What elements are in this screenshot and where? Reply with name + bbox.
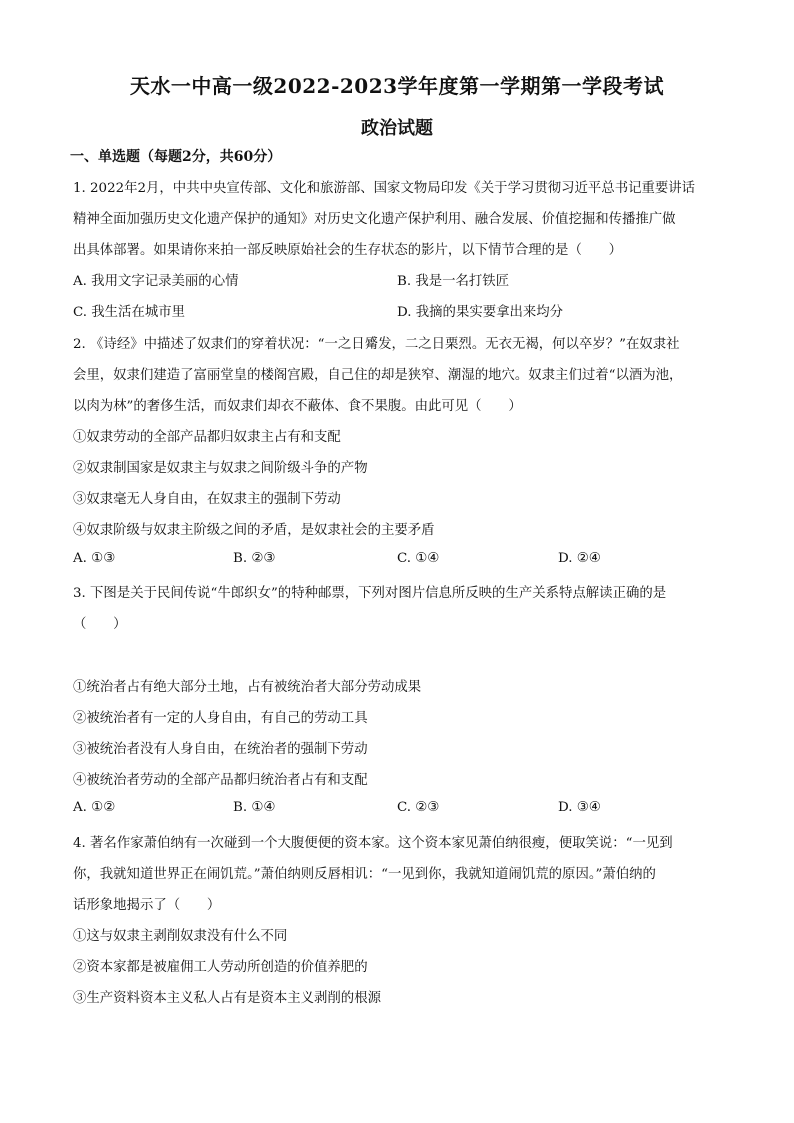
q3-option-c: C. ②③: [397, 800, 440, 815]
q2-item-4: ④奴隶阶级与奴隶主阶级之间的矛盾，是奴隶社会的主要矛盾: [73, 523, 435, 538]
q4-item-2: ②资本家都是被雇佣工人劳动所创造的价值养肥的: [73, 960, 368, 975]
q2-item-3: ③奴隶毫无人身自由，在奴隶主的强制下劳动: [73, 492, 341, 507]
q1-option-d: D. 我摘的果实要拿出来均分: [397, 305, 564, 320]
q1-option-a: A. 我用文字记录美丽的心情: [73, 274, 239, 289]
q2-line-2: 会里，奴隶们建造了富丽堂皇的楼阁宫殿，自己住的却是狭窄、潮湿的地穴。奴隶主们过着“以酒为池，: [73, 368, 683, 383]
q4-line-1: 4. 著名作家萧伯纳有一次碰到一个大腹便便的资本家。这个资本家见萧伯纳很瘦，便取笑说：“一见到: [73, 836, 673, 851]
q3-item-3: ③被统治者没有人身自由，在统治者的强制下劳动: [73, 742, 368, 757]
q2-item-2: ②奴隶制国家是奴隶主与奴隶之间阶级斗争的产物: [73, 461, 368, 476]
q2-option-d: D. ②④: [558, 551, 601, 566]
q1-line-2: 精神全面加强历史文化遗产保护的通知》对历史文化遗产保护利用、融合发展、价值挖掘和传播推广做: [73, 212, 676, 227]
q2-option-c: C. ①④: [397, 551, 440, 566]
q2-option-a: A. ①③: [73, 551, 116, 566]
q1-option-c: C. 我生活在城市里: [73, 305, 186, 320]
q1-line-1: 1. 2022年2月，中共中央宣传部、文化和旅游部、国家文物局印发《关于学习贯彻习近平总书记重要讲话: [73, 181, 696, 196]
q2-item-1: ①奴隶劳动的全部产品都归奴隶主占有和支配: [73, 430, 341, 445]
q4-item-1: ①这与奴隶主剥削奴隶没有什么不同: [73, 929, 288, 944]
q2-line-1: 2. 《诗经》中描述了奴隶们的穿着状况：“一之日觱发，二之日栗烈。无衣无褐，何以卒岁？”在奴隶社: [73, 337, 680, 352]
q3-option-d: D. ③④: [558, 800, 601, 815]
q3-line-2: （ ）: [73, 617, 127, 632]
q3-item-1: ①统治者占有绝大部分土地，占有被统治者大部分劳动成果: [73, 680, 422, 695]
q1-option-b: B. 我是一名打铁匠: [397, 274, 510, 289]
section-heading: 一、单选题（每题2分，共60分）: [70, 149, 282, 165]
q4-line-2: 你，我就知道世界正在闹饥荒。”萧伯纳则反唇相讥：“一见到你，我就知道闹饥荒的原因。”萧伯纳的: [73, 867, 656, 882]
exam-subtitle: 政治试题: [361, 118, 433, 139]
q3-item-4: ④被统治者劳动的全部产品都归统治者占有和支配: [73, 773, 368, 788]
q2-line-3: 以肉为林”的奢侈生活，而奴隶们却衣不蔽体、食不果腹。由此可见（ ）: [73, 399, 522, 414]
q4-line-3: 话形象地揭示了（ ）: [73, 898, 221, 913]
exam-title: 天水一中高一级2022-2023学年度第一学期第一学段考试: [129, 74, 665, 98]
q3-option-b: B. ①④: [233, 800, 276, 815]
q4-item-3: ③生产资料资本主义私人占有是资本主义剥削的根源: [73, 991, 381, 1006]
q3-line-1: 3. 下图是关于民间传说“牛郎织女”的特种邮票，下列对图片信息所反映的生产关系特点解读正确的是: [73, 586, 667, 601]
q3-option-a: A. ①②: [73, 800, 116, 815]
q1-line-3: 出具体部署。如果请你来拍一部反映原始社会的生存状态的影片，以下情节合理的是（ ）: [73, 243, 623, 258]
q3-item-2: ②被统治者有一定的人身自由，有自己的劳动工具: [73, 711, 368, 726]
q2-option-b: B. ②③: [233, 551, 276, 566]
